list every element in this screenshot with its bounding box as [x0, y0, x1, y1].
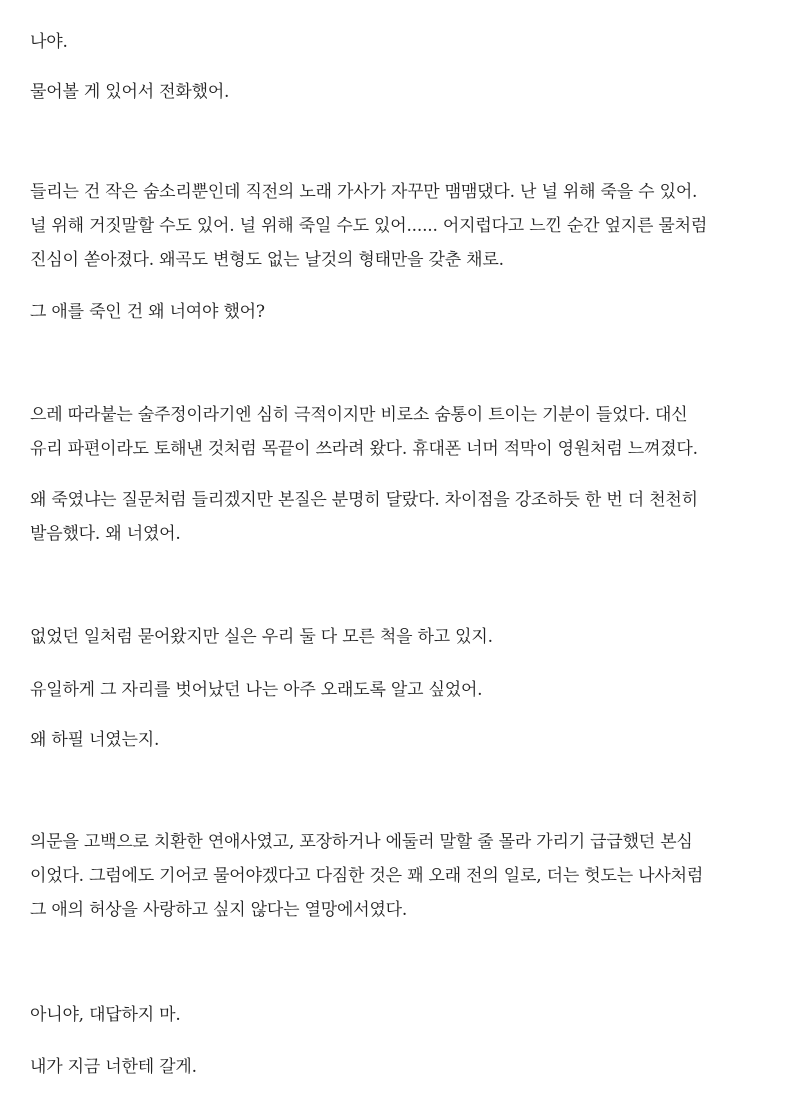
paragraph-4	[30, 295, 765, 329]
paragraph-2	[30, 75, 765, 109]
text-line: 진심이 쏟아졌다. 왜곡도 변형도 없는 날것의 형태만을 갖춘 채로.	[30, 250, 504, 270]
text-line: 없었던 일처럼 묻어왔지만 실은 우리 둘 다 모른 척을 하고 있지.	[30, 627, 493, 647]
text-line: 발음했다. 왜 너였어.	[30, 524, 181, 544]
text-line: 나야.	[30, 32, 68, 52]
text-line: 그 애를 죽인 건 왜 너여야 했어?	[30, 302, 265, 322]
text-line: 그 애의 허상을 사랑하고 싶지 않다는 열망에서였다.	[30, 900, 408, 920]
text-line: 아니야, 대답하지 마.	[30, 1005, 181, 1025]
text-line: 으레 따라붙는 술주정이라기엔 심히 극적이지만 비로소 숨통이 트이는 기분이 들었다. 대신	[30, 405, 688, 425]
paragraph-1	[30, 25, 765, 59]
paragraph-6	[30, 483, 765, 551]
paragraph-11	[30, 998, 765, 1032]
text-line: 유일하게 그 자리를 벗어났던 나는 아주 오래도록 알고 싶었어.	[30, 680, 483, 700]
text-line: 왜 하필 너였는지.	[30, 730, 160, 750]
text-line: 들리는 건 작은 숨소리뿐인데 직전의 노래 가사가 자꾸만 맴맴댔다. 난 널 위해 죽을 수 있어.	[30, 182, 698, 202]
text-line: 내가 지금 너한테 갈게.	[30, 1057, 197, 1077]
paragraph-9	[30, 723, 765, 757]
paragraph-10	[30, 825, 765, 927]
paragraph-8	[30, 673, 765, 707]
paragraph-7	[30, 620, 765, 654]
text-line: 유리 파편이라도 토해낸 것처럼 목끝이 쓰라려 왔다. 휴대폰 너머 적막이 영원처럼 느껴졌다.	[30, 439, 698, 459]
paragraph-12	[30, 1050, 765, 1084]
paragraph-3	[30, 175, 765, 277]
text-line: 널 위해 거짓말할 수도 있어. 널 위해 죽일 수도 있어...... 어지럽다고 느낀 순간 엎지른 물처럼	[30, 216, 708, 236]
text-line: 물어볼 게 있어서 전화했어.	[30, 82, 230, 102]
text-line: 의문을 고백으로 치환한 연애사였고, 포장하거나 에둘러 말할 줄 몰라 가리기 급급했던 본심	[30, 832, 693, 852]
text-line: 왜 죽였냐는 질문처럼 들리겠지만 본질은 분명히 달랐다. 차이점을 강조하듯 한 번 더 천천히	[30, 490, 698, 510]
paragraph-5	[30, 398, 765, 466]
text-line: 이었다. 그럼에도 기어코 물어야겠다고 다짐한 것은 꽤 오래 전의 일로, 더는 헛도는 나사처럼	[30, 866, 704, 886]
